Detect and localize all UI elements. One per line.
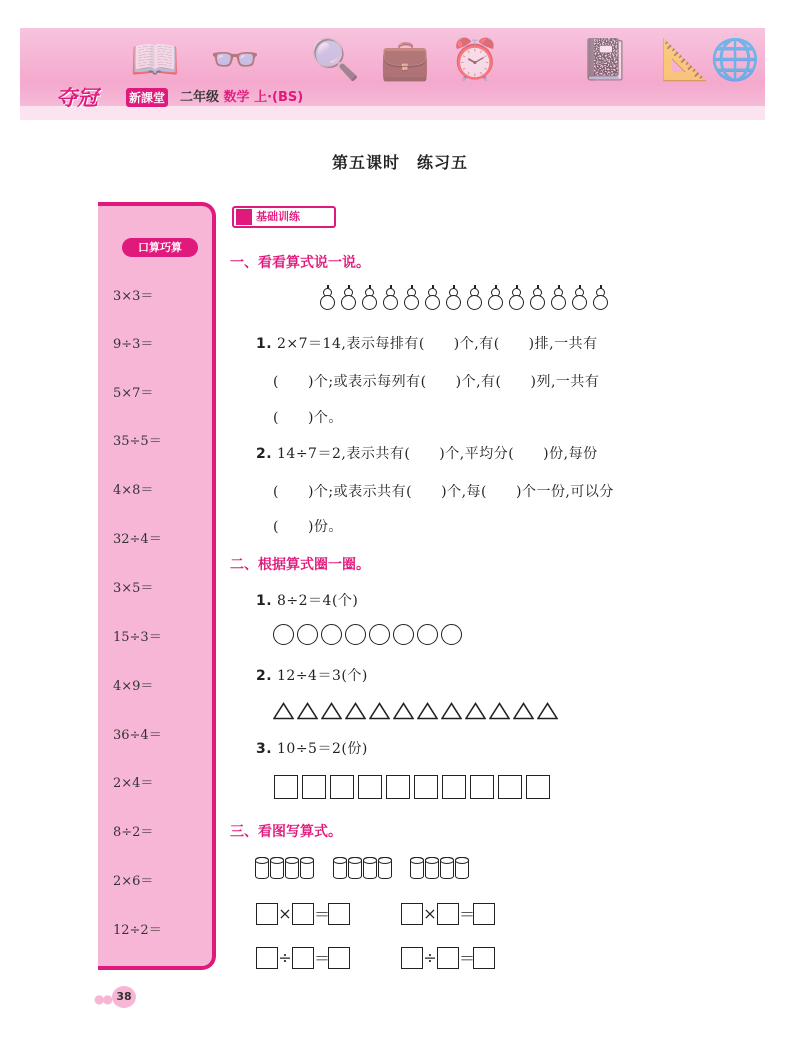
gourd-icon bbox=[444, 287, 463, 311]
gourd-icon bbox=[507, 287, 526, 311]
gourd-icon bbox=[465, 287, 484, 311]
circle-q-text: 8÷2＝4(个) bbox=[277, 593, 359, 609]
magnifier-icon: 🔍 bbox=[310, 37, 360, 83]
square-shape bbox=[330, 775, 354, 799]
triangle-shape bbox=[513, 702, 534, 720]
page-number: 38 bbox=[112, 986, 136, 1008]
brand-logo: 夺冠 bbox=[56, 86, 98, 110]
circle-shape bbox=[417, 624, 438, 645]
can-group bbox=[333, 857, 392, 879]
can-icon bbox=[363, 857, 377, 879]
square-shape bbox=[526, 775, 550, 799]
mental-item: 36÷4＝ bbox=[113, 728, 162, 743]
equals-sign: ＝ bbox=[314, 949, 331, 968]
answer-box[interactable] bbox=[437, 903, 459, 925]
can-icon bbox=[410, 857, 424, 879]
mental-item: 4×8＝ bbox=[113, 483, 154, 498]
answer-box[interactable] bbox=[437, 947, 459, 969]
series-label: 新課堂 bbox=[126, 88, 168, 107]
globe-icon: 🌐 bbox=[710, 37, 760, 83]
gourd-bottom bbox=[425, 295, 440, 310]
circle-row bbox=[273, 624, 462, 645]
gourd-bottom bbox=[320, 295, 335, 310]
page-dots: ●● bbox=[94, 992, 111, 1006]
glasses-icon: 👓 bbox=[210, 37, 260, 83]
mental-item: 35÷5＝ bbox=[113, 434, 162, 449]
triangle-row bbox=[273, 702, 558, 720]
banner-strip bbox=[20, 106, 765, 120]
square-question bbox=[256, 738, 368, 758]
answer-box[interactable] bbox=[401, 903, 423, 925]
triangle-shape bbox=[273, 702, 294, 720]
mental-item: 5×7＝ bbox=[113, 386, 154, 401]
can-group bbox=[410, 857, 469, 879]
circle-shape bbox=[273, 624, 294, 645]
clock-icon: ⏰ bbox=[450, 37, 500, 83]
basic-training-badge bbox=[232, 206, 336, 228]
multiplication-equation[interactable] bbox=[401, 902, 495, 925]
gourd-icon bbox=[360, 287, 379, 311]
can-icon bbox=[255, 857, 269, 879]
circle-shape bbox=[321, 624, 342, 645]
triangle-shape bbox=[393, 702, 414, 720]
books-icon bbox=[236, 209, 252, 225]
q2-line-3: ( )份。 bbox=[273, 519, 343, 535]
triangle-shape bbox=[297, 702, 318, 720]
notebook-icon: 📓 bbox=[580, 37, 630, 83]
gourd-icon bbox=[318, 287, 337, 311]
bag-icon: 💼 bbox=[380, 37, 430, 83]
square-q-number: 3. bbox=[256, 741, 273, 757]
circle-shape bbox=[393, 624, 414, 645]
triangle-shape bbox=[345, 702, 366, 720]
mental-item: 2×6＝ bbox=[113, 874, 154, 889]
times-sign: × bbox=[278, 904, 292, 923]
mental-item: 2×4＝ bbox=[113, 776, 154, 791]
mental-item: 12÷2＝ bbox=[113, 923, 162, 938]
square-shape bbox=[386, 775, 410, 799]
mental-item: 15÷3＝ bbox=[113, 630, 162, 645]
q2-line-2: ( )个;或表示共有( )个,每( )个一份,可以分 bbox=[273, 484, 614, 500]
book-icon: 📖 bbox=[130, 37, 180, 83]
triangle-shape bbox=[369, 702, 390, 720]
grade-label bbox=[180, 86, 303, 105]
square-q-text: 10÷5＝2(份) bbox=[277, 741, 368, 757]
circle-shape bbox=[369, 624, 390, 645]
can-icon bbox=[348, 857, 362, 879]
gourd-bottom bbox=[341, 295, 356, 310]
mental-item: 32÷4＝ bbox=[113, 532, 162, 547]
gourd-icon bbox=[591, 287, 610, 311]
triangle-shape bbox=[321, 702, 342, 720]
gourd-icon bbox=[486, 287, 505, 311]
circle-shape bbox=[345, 624, 366, 645]
square-shape bbox=[498, 775, 522, 799]
q1-line-2: ( )个;或表示每列有( )个,有( )列,一共有 bbox=[273, 374, 600, 390]
gourd-bottom bbox=[572, 295, 587, 310]
mental-math-tag: 口算巧算 bbox=[122, 238, 198, 257]
gourd-bottom bbox=[404, 295, 419, 310]
circle-q-number: 1. bbox=[256, 593, 273, 609]
gourd-row bbox=[318, 287, 610, 311]
gourd-icon bbox=[339, 287, 358, 311]
answer-box[interactable] bbox=[328, 947, 350, 969]
square-row bbox=[274, 775, 550, 799]
answer-box[interactable] bbox=[256, 903, 278, 925]
can-icon bbox=[440, 857, 454, 879]
q2-line-1 bbox=[256, 443, 598, 463]
triangle-shape bbox=[465, 702, 486, 720]
multiplication-equation[interactable] bbox=[256, 902, 350, 925]
q1-text-1: 2×7＝14,表示每排有( )个,有( )排,一共有 bbox=[277, 336, 598, 352]
square-shape bbox=[358, 775, 382, 799]
section-1-title: 一、看看算式说一说。 bbox=[230, 255, 370, 271]
gourd-bottom bbox=[530, 295, 545, 310]
gourd-icon bbox=[528, 287, 547, 311]
can-icon bbox=[270, 857, 284, 879]
triangle-shape bbox=[489, 702, 510, 720]
gourd-bottom bbox=[383, 295, 398, 310]
circle-question bbox=[256, 590, 358, 610]
equals-sign: ＝ bbox=[459, 949, 476, 968]
can-group bbox=[255, 857, 314, 879]
compass-icon: 📐 bbox=[660, 37, 710, 83]
square-shape bbox=[470, 775, 494, 799]
gourd-icon bbox=[423, 287, 442, 311]
answer-box[interactable] bbox=[328, 903, 350, 925]
equals-sign: ＝ bbox=[314, 905, 331, 924]
q1-line-1 bbox=[256, 333, 598, 353]
answer-box[interactable] bbox=[473, 903, 495, 925]
q1-line-3: ( )个。 bbox=[273, 410, 343, 426]
triangle-q-number: 2. bbox=[256, 668, 273, 684]
answer-box[interactable] bbox=[256, 947, 278, 969]
can-icon bbox=[378, 857, 392, 879]
can-icon bbox=[333, 857, 347, 879]
square-shape bbox=[274, 775, 298, 799]
answer-box[interactable] bbox=[473, 947, 495, 969]
gourd-icon bbox=[549, 287, 568, 311]
lesson-title: 第五课时 练习五 bbox=[331, 153, 468, 172]
grade-text: 二年级 bbox=[180, 90, 220, 105]
mental-item: 3×3＝ bbox=[113, 289, 154, 304]
mental-item: 3×5＝ bbox=[113, 581, 154, 596]
can-icon bbox=[285, 857, 299, 879]
triangle-shape bbox=[537, 702, 558, 720]
can-icon bbox=[425, 857, 439, 879]
mental-item: 8÷2＝ bbox=[113, 825, 154, 840]
q1-number: 1. bbox=[256, 336, 273, 352]
division-equation[interactable] bbox=[401, 946, 495, 969]
answer-box[interactable] bbox=[292, 903, 314, 925]
divide-sign: ÷ bbox=[423, 948, 437, 967]
square-shape bbox=[302, 775, 326, 799]
times-sign: × bbox=[423, 904, 437, 923]
mental-item: 4×9＝ bbox=[113, 679, 154, 694]
gourd-bottom bbox=[362, 295, 377, 310]
section-2-title: 二、根据算式圈一圈。 bbox=[230, 557, 370, 573]
circle-shape bbox=[441, 624, 462, 645]
gourd-bottom bbox=[446, 295, 461, 310]
q2-text-1: 14÷7＝2,表示共有( )个,平均分( )份,每份 bbox=[277, 446, 598, 462]
equals-sign: ＝ bbox=[459, 905, 476, 924]
can-icon bbox=[455, 857, 469, 879]
triangle-shape bbox=[441, 702, 462, 720]
division-equation[interactable] bbox=[256, 946, 350, 969]
gourd-icon bbox=[381, 287, 400, 311]
divide-sign: ÷ bbox=[278, 948, 292, 967]
can-icon bbox=[300, 857, 314, 879]
circle-shape bbox=[297, 624, 318, 645]
section-3-title: 三、看图写算式。 bbox=[230, 824, 342, 840]
gourd-bottom bbox=[551, 295, 566, 310]
badge-label: 基础训练 bbox=[256, 210, 300, 223]
square-shape bbox=[442, 775, 466, 799]
square-shape bbox=[414, 775, 438, 799]
triangle-question bbox=[256, 665, 368, 685]
gourd-icon bbox=[402, 287, 421, 311]
answer-box[interactable] bbox=[292, 947, 314, 969]
triangle-q-text: 12÷4＝3(个) bbox=[277, 668, 368, 684]
gourd-bottom bbox=[509, 295, 524, 310]
gourd-bottom bbox=[467, 295, 482, 310]
answer-box[interactable] bbox=[401, 947, 423, 969]
gourd-bottom bbox=[593, 295, 608, 310]
mental-item: 9÷3＝ bbox=[113, 337, 154, 352]
book-text: 数学 上·(BS) bbox=[223, 90, 304, 105]
q2-number: 2. bbox=[256, 446, 273, 462]
gourd-icon bbox=[570, 287, 589, 311]
triangle-shape bbox=[417, 702, 438, 720]
gourd-bottom bbox=[488, 295, 503, 310]
